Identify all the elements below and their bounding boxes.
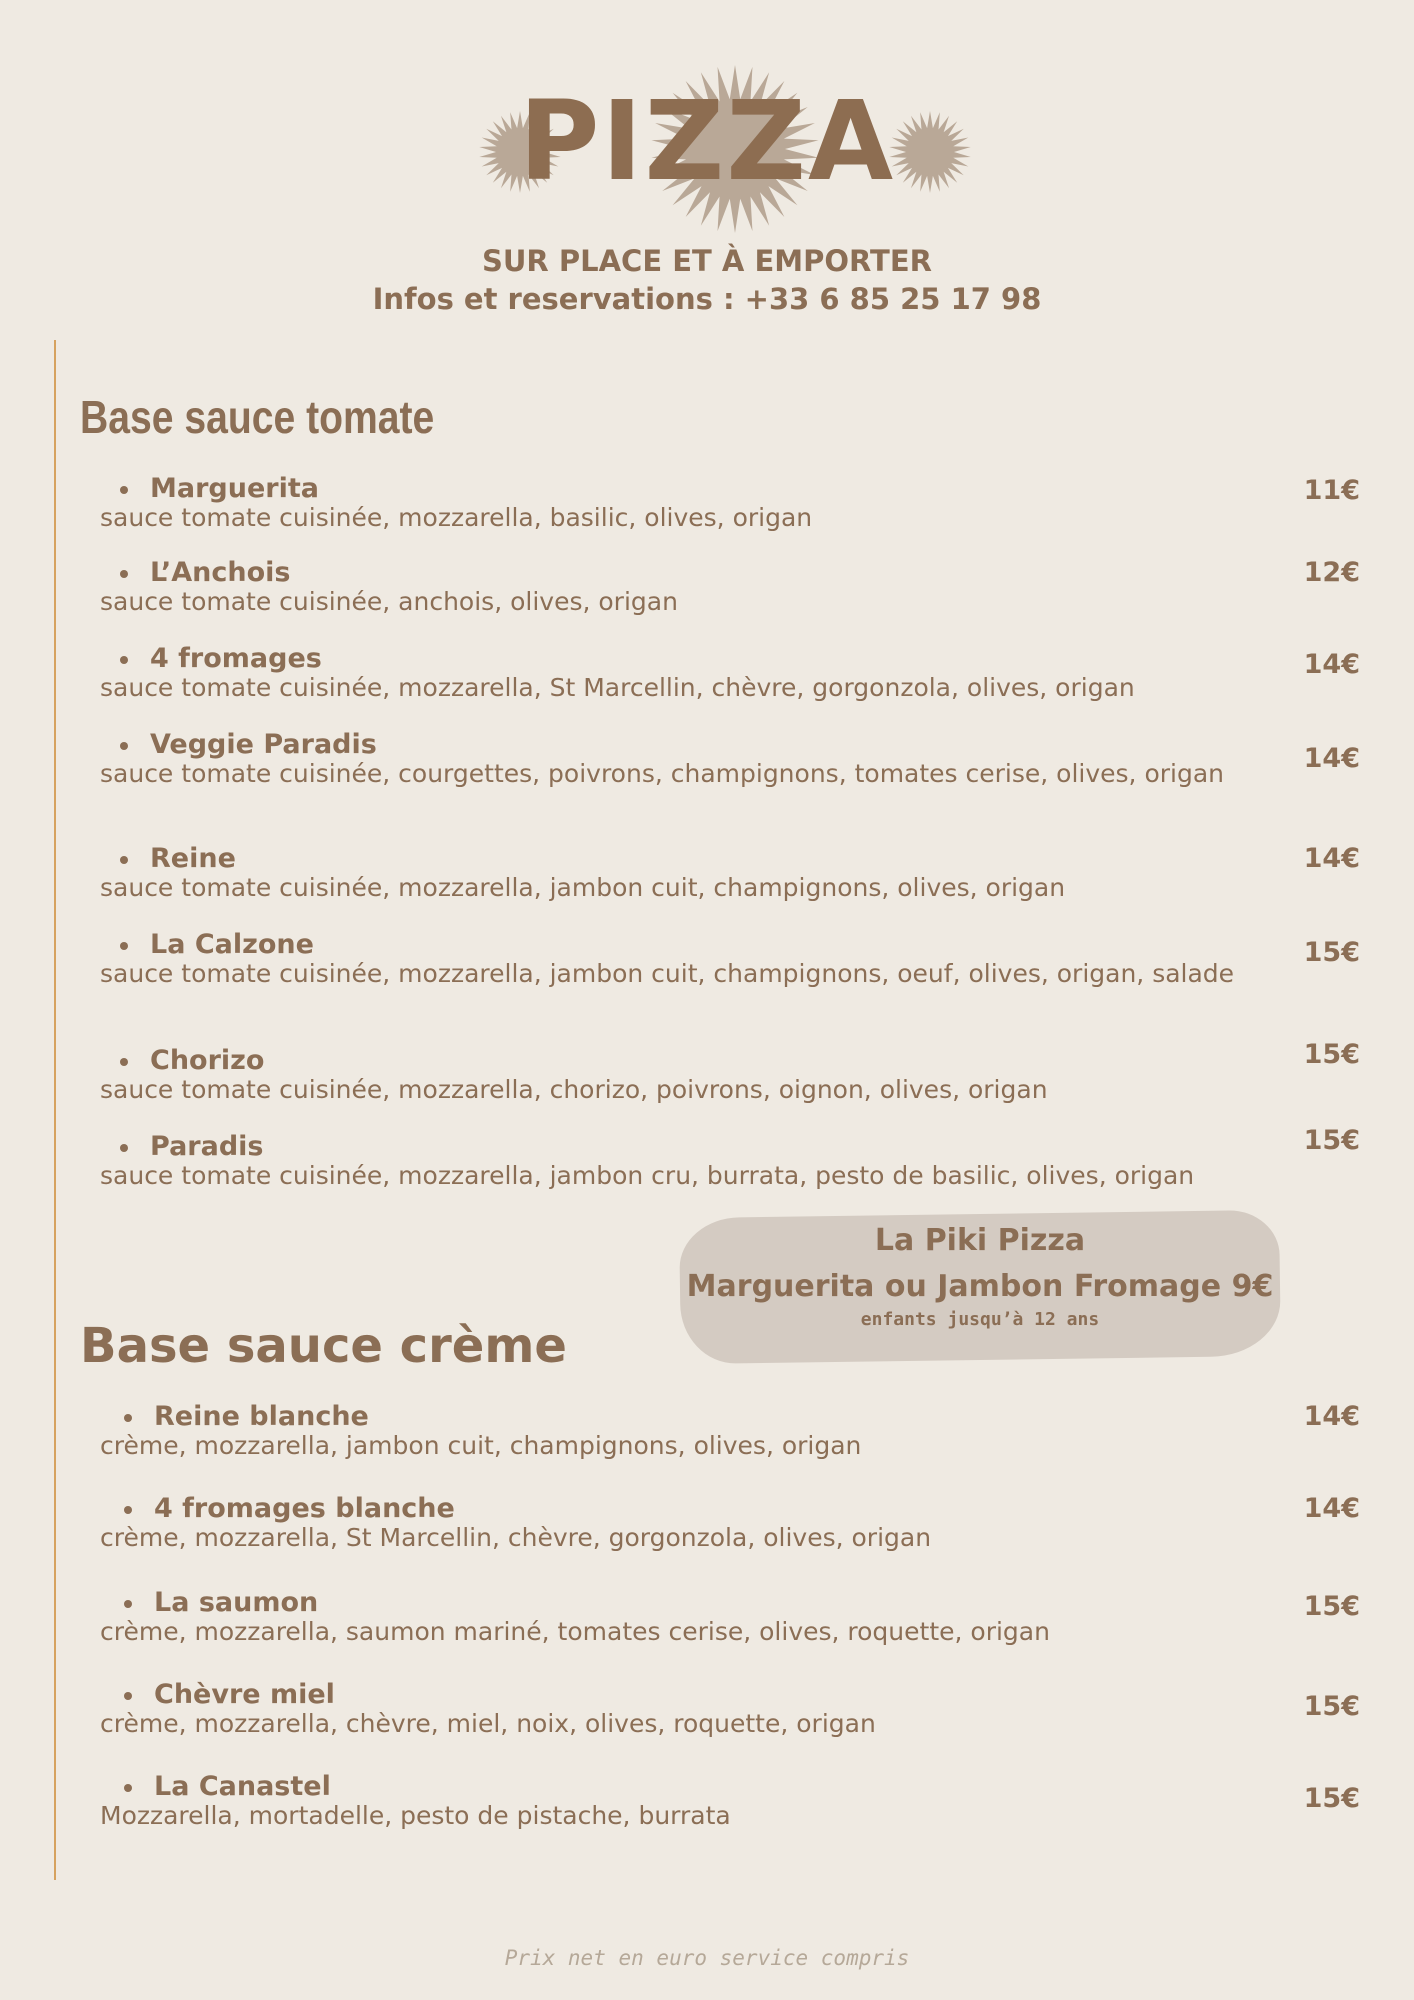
item-price: 15€ (1303, 1039, 1360, 1070)
item-name: La Canastel (154, 1771, 331, 1802)
item-name: Reine blanche (154, 1401, 369, 1432)
footer-note: Prix net en euro service compris (504, 1946, 910, 1970)
item-price: 15€ (1303, 1591, 1360, 1622)
kids-offer-note: enfants jusqu’à 12 ans (860, 1309, 1100, 1330)
item-description: sauce tomate cuisinée, mozzarella, basilic, olives, origan (100, 503, 813, 532)
item-name: La saumon (154, 1587, 319, 1618)
item-price: 15€ (1303, 937, 1360, 968)
menu-item (100, 558, 1360, 616)
item-name: Reine (150, 843, 236, 874)
kids-offer-title: La Piki Pizza (874, 1223, 1086, 1258)
section-title-tomate: Base sauce tomate (80, 391, 435, 443)
menu-item (100, 644, 1360, 702)
menu-item (100, 1125, 1360, 1190)
item-price: 12€ (1303, 557, 1360, 588)
item-price: 11€ (1303, 475, 1360, 506)
item-price: 14€ (1303, 1493, 1360, 1524)
menu-item (100, 1402, 1360, 1460)
item-description: sauce tomate cuisinée, courgettes, poivrons, champignons, tomates cerise, olives, origan (100, 759, 1224, 788)
menu-item (100, 730, 1360, 788)
item-name: L’Anchois (150, 557, 291, 588)
bullet-icon (120, 656, 128, 664)
item-description: sauce tomate cuisinée, mozzarella, jambon cru, burrata, pesto de basilic, olives, origan (100, 1161, 1195, 1190)
bullet-icon (124, 1692, 132, 1700)
item-description: Mozzarella, mortadelle, pesto de pistache, burrata (100, 1801, 731, 1830)
item-description: crème, mozzarella, jambon cuit, champignons, olives, origan (100, 1431, 862, 1460)
accent-divider (54, 340, 56, 1880)
item-name: Marguerita (150, 473, 319, 504)
section-title-creme: Base sauce crème (80, 1318, 567, 1374)
item-description: sauce tomate cuisinée, mozzarella, jambon cuit, champignons, olives, origan (100, 873, 1066, 902)
bullet-icon (120, 1144, 128, 1152)
menu-item (100, 1680, 1360, 1738)
bullet-icon (120, 1058, 128, 1066)
item-description: crème, mozzarella, saumon mariné, tomates cerise, olives, roquette, origan (100, 1617, 1050, 1646)
bullet-icon (124, 1414, 132, 1422)
menu-item (100, 844, 1360, 902)
item-description: crème, mozzarella, chèvre, miel, noix, olives, roquette, origan (100, 1709, 876, 1738)
kids-offer-detail: Marguerita ou Jambon Fromage 9€ (686, 1269, 1274, 1304)
item-name: 4 fromages (150, 643, 322, 674)
page-title: PIZZA (518, 77, 896, 205)
menu-item (100, 930, 1360, 988)
menu-item (100, 1772, 1360, 1830)
item-price: 14€ (1303, 743, 1360, 774)
menu-header (0, 60, 1414, 316)
item-name: La Calzone (150, 929, 314, 960)
item-name: Paradis (150, 1131, 264, 1162)
item-name: Chorizo (150, 1045, 265, 1076)
item-description: crème, mozzarella, St Marcellin, chèvre, gorgonzola, olives, origan (100, 1523, 932, 1552)
item-price: 14€ (1303, 649, 1360, 680)
item-description: sauce tomate cuisinée, mozzarella, chorizo, poivrons, oignon, olives, origan (100, 1075, 1048, 1104)
bullet-icon (124, 1506, 132, 1514)
bullet-icon (120, 570, 128, 578)
item-price: 14€ (1303, 843, 1360, 874)
menu-item (100, 1039, 1360, 1104)
item-price: 14€ (1303, 1401, 1360, 1432)
bullet-icon (120, 942, 128, 950)
menu-item (100, 474, 1360, 532)
item-name: 4 fromages blanche (154, 1493, 455, 1524)
bullet-icon (120, 486, 128, 494)
bullet-icon (124, 1784, 132, 1792)
item-price: 15€ (1303, 1691, 1360, 1722)
item-description: sauce tomate cuisinée, anchois, olives, origan (100, 587, 678, 616)
item-description: sauce tomate cuisinée, mozzarella, St Marcellin, chèvre, gorgonzola, olives, origan (100, 673, 1135, 702)
bullet-icon (120, 856, 128, 864)
bullet-icon (124, 1600, 132, 1608)
menu-item (100, 1588, 1360, 1646)
service-subtitle: SUR PLACE ET À EMPORTER (482, 244, 932, 278)
item-price: 15€ (1303, 1125, 1360, 1156)
contact-phone[interactable]: Infos et reservations : +33 6 85 25 17 98 (372, 282, 1042, 316)
item-name: Chèvre miel (154, 1679, 335, 1710)
item-name: Veggie Paradis (150, 729, 377, 760)
bullet-icon (120, 742, 128, 750)
menu-item (100, 1494, 1360, 1552)
item-description: sauce tomate cuisinée, mozzarella, jambon cuit, champignons, oeuf, olives, origan, salade (100, 959, 1235, 988)
item-price: 15€ (1303, 1783, 1360, 1814)
